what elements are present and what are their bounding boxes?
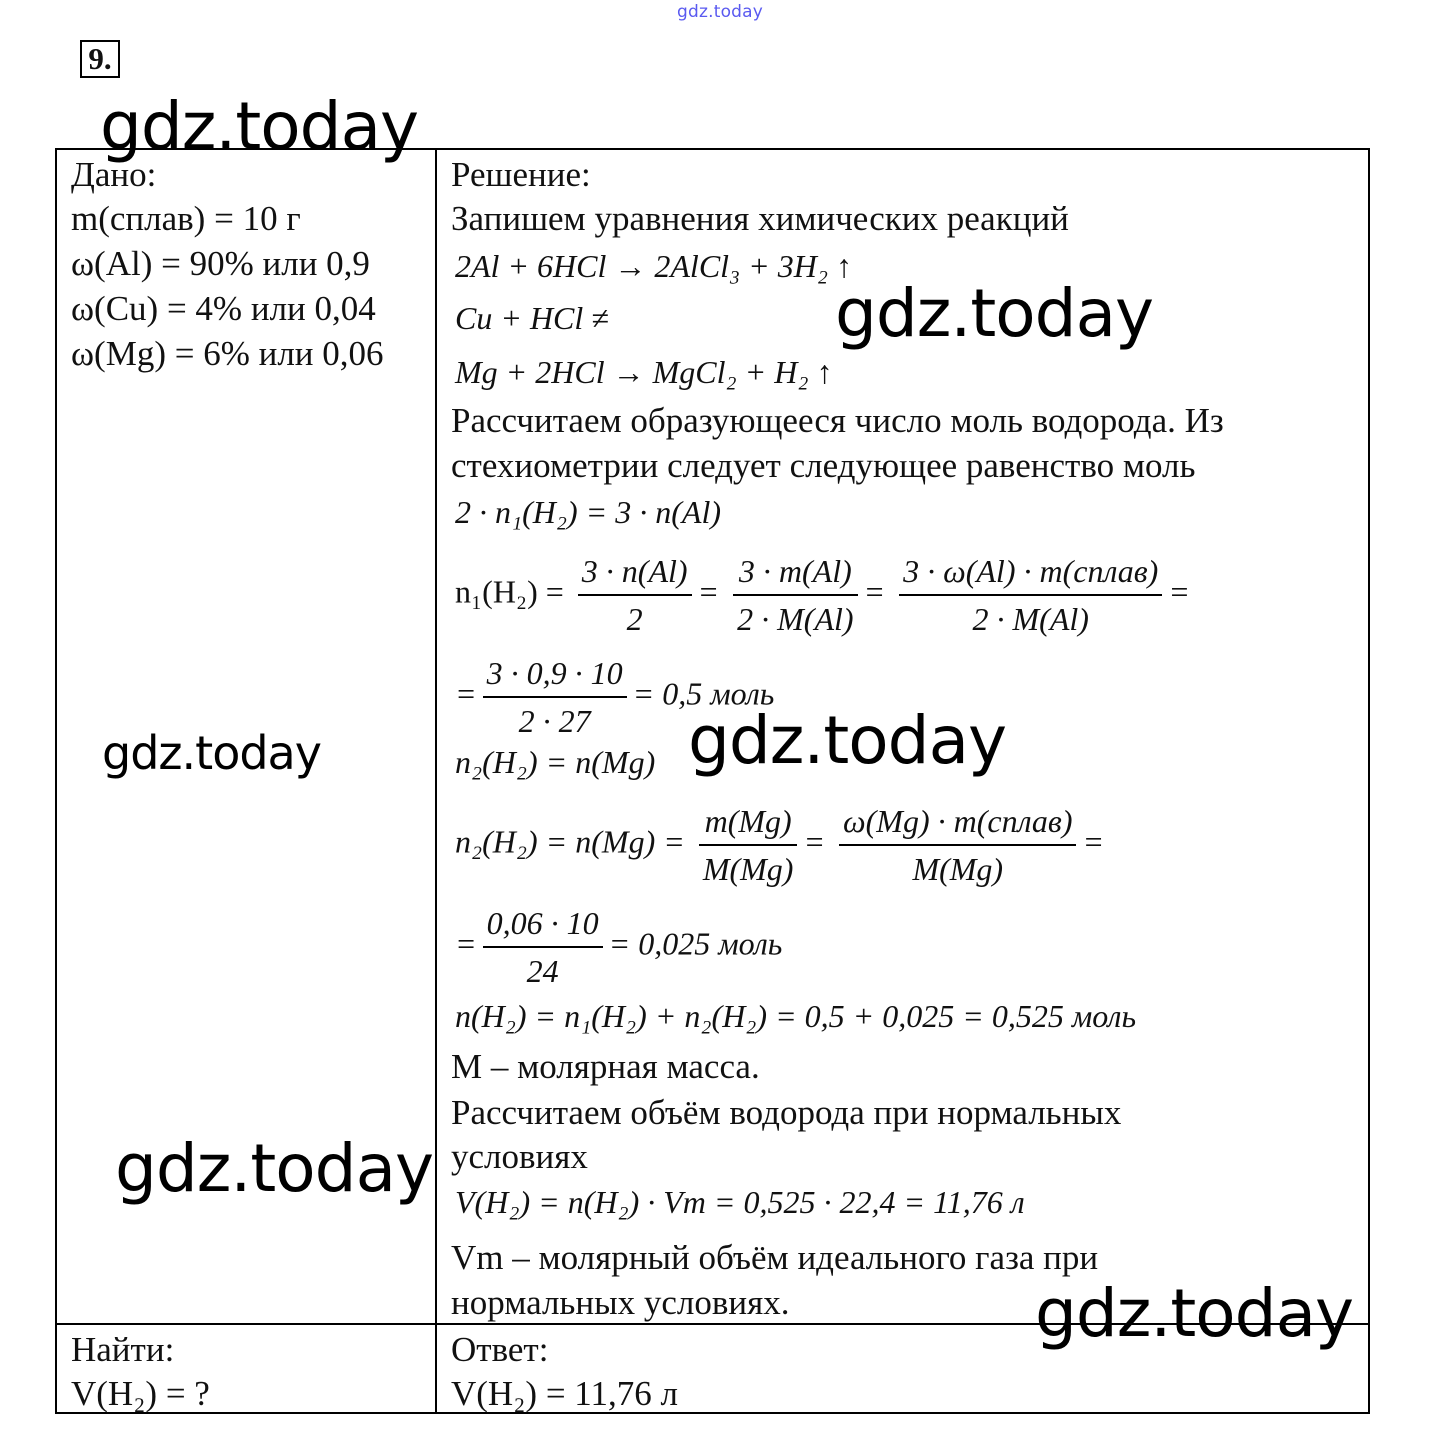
equation-volume: V(H₂) = n(H₂) · Vm = 0,525 · 22,4 = 11,76 л [455,1184,1025,1220]
equation-n2-eq: n₂(H₂) = n(Mg) [455,744,656,780]
given-title: Дано: [71,155,157,194]
equation-n1: n₁(H₂) = $\frac{3 \cdot n(Al)}{2}$ = $\frac{3 \cdot m(Al)}{2 \cdot M(Al)}$ = $\frac{\text{3 · ω(Al) · m(сплав)}}{2 \cdot M(Al)}$ = [455,548,1190,642]
equation-mg: Mg + 2HCl → MgCl₂ + H₂ ↑ [455,354,833,390]
given-line: ω(Mg) = 6% или 0,06 [71,334,384,373]
watermark: gdz.today [1035,1275,1354,1352]
task-number: 9. [80,40,120,78]
fraction: $\frac{3 \cdot m(Al)}{2 \cdot M(Al)}$ [733,548,857,642]
equation-n2: n₂(H₂) = n(Mg) = $\frac{m(Mg)}{M(Mg)}$ = $\frac{\text{ω(Mg) · m(сплав)}}{M(Mg)}$ = [455,798,1104,892]
answer-title: Ответ: [451,1330,549,1369]
watermark: gdz.today [100,88,419,165]
equation-n2-result: = $\frac{0,06 \cdot 10}{24}$ = 0,025 моль [455,900,782,994]
fraction: $\frac{\text{ω(Mg) · m(сплав)}}{M(Mg)}$ [839,798,1076,892]
equation-total: n(H₂) = n₁(H₂) + n₂(H₂) = 0,5 + 0,025 = 0,525 моль [455,998,1136,1034]
find-value: V(H₂) = ? [71,1374,210,1413]
fraction: $\frac{m(Mg)}{M(Mg)}$ [699,798,798,892]
calc-text: стехиометрии следует следующее равенство моль [451,446,1196,485]
solution-table [55,148,1370,1414]
solution-intro: Запишем уравнения химических реакций [451,199,1069,238]
top-watermark: gdz.today [677,2,764,22]
equation-al: 2Al + 6HCl → 2AlCl₃ + 3H₂ ↑ [455,248,852,284]
fraction: $\frac{3 \cdot n(Al)}{2}$ [578,548,692,642]
watermark: gdz.today [688,702,1007,779]
given-line: ω(Al) = 90% или 0,9 [71,244,370,283]
calc-text: Рассчитаем образующееся число моль водорода. Из [451,401,1224,440]
watermark: gdz.today [115,1130,434,1207]
given-line: m(сплав) = 10 г [71,199,301,238]
vm-text: Vm – молярный объём идеального газа при [451,1238,1099,1277]
fraction: $\frac{0,06 \cdot 10}{24}$ [483,900,603,994]
equation-n1-result: = $\frac{3 \cdot 0,9 \cdot 10}{2 \cdot 27}$ = 0,5 моль [455,650,774,744]
eq-lhs: n₁(H₂) = [455,573,564,610]
vm-text: нормальных условиях. [451,1283,790,1322]
watermark: gdz.today [835,275,1154,352]
fraction: $\frac{\text{3 · ω(Al) · m(сплав)}}{2 \cdot M(Al)}$ [899,548,1162,642]
given-line: ω(Cu) = 4% или 0,04 [71,289,376,328]
equation-ratio: 2 · n₁(H₂) = 3 · n(Al) [455,494,722,530]
answer-value: V(H₂) = 11,76 л [451,1374,678,1413]
fraction: $\frac{3 \cdot 0,9 \cdot 10}{2 \cdot 27}$ [483,650,627,744]
volume-text: Рассчитаем объём водорода при нормальных [451,1093,1122,1132]
solution-title: Решение: [451,155,591,194]
find-title: Найти: [71,1330,175,1369]
volume-text: условиях [451,1137,588,1176]
molar-mass-text: M – молярная масса. [451,1047,760,1086]
column-divider [435,150,437,1412]
equation-cu: Cu + HCl ≠ [455,300,609,336]
watermark: gdz.today [102,726,321,780]
